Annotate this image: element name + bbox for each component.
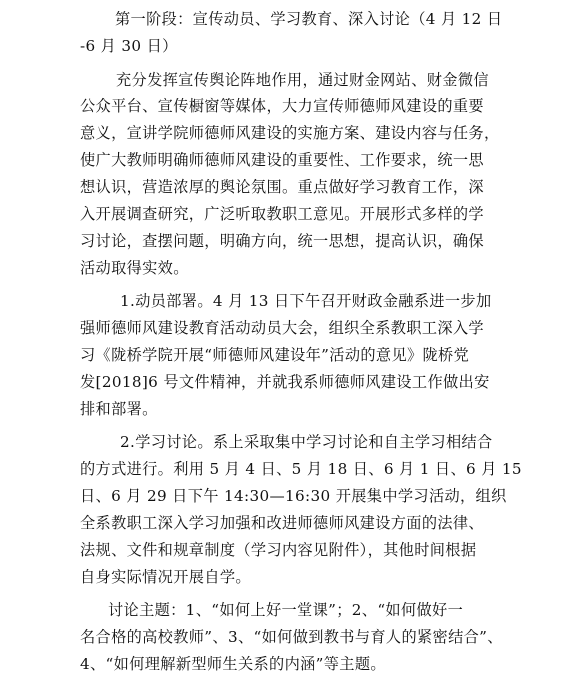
item-2-line: 全系教职工深入学习加强和改进师德师风建设方面的法律、 — [80, 514, 484, 532]
discussion-topics-line: 讨论主题：1、“如何上好一堂课”；2、“如何做好一 — [108, 601, 464, 619]
item-2-line: 2.学习讨论。系上采取集中学习讨论和自主学习相结合 — [120, 433, 493, 451]
section-heading-line-2: -6 月 30 日） — [80, 37, 178, 55]
intro-paragraph-line: 充分发挥宣传舆论阵地作用，通过财金网站、财金微信 — [116, 71, 489, 89]
intro-paragraph-line: 公众平台、宣传橱窗等媒体，大力宣传师德师风建设的重要 — [80, 97, 484, 115]
item-2-line: 日、6 月 29 日下午 14:30—16:30 开展集中学习活动，组织 — [80, 487, 507, 505]
discussion-topics-line: 名合格的高校教师”、3、“如何做到教书与育人的紧密结合”、 — [80, 628, 503, 646]
item-1-line: 强师德师风建设教育活动动员大会，组织全系教职工深入学 — [80, 319, 484, 337]
item-2-line: 的方式进行。利用 5 月 4 日、5 月 18 日、6 月 1 日、6 月 15 — [80, 460, 522, 478]
item-2-line: 法规、文件和规章制度（学习内容见附件），其他时间根据 — [80, 541, 477, 559]
item-1-line: 排和部署。 — [80, 400, 158, 418]
discussion-topics-line: 4、“如何理解新型师生关系的内涵”等主题。 — [80, 655, 386, 673]
item-2-line: 自身实际情况开展自学。 — [80, 568, 251, 586]
intro-paragraph-line: 习讨论，查摆问题，明确方向，统一思想，提高认识，确保 — [80, 232, 484, 250]
item-1-line: 1.动员部署。4 月 13 日下午召开财政金融系进一步加 — [120, 292, 492, 310]
item-1-line: 习《陇桥学院开展“师德师风建设年”活动的意见》陇桥党 — [80, 346, 470, 364]
intro-paragraph-line: 使广大教师明确师德师风建设的重要性、工作要求，统一思 — [80, 151, 484, 169]
intro-paragraph-line: 想认识，营造浓厚的舆论氛围。重点做好学习教育工作，深 — [80, 178, 484, 196]
item-1-line: 发[2018]6 号文件精神，并就我系师德师风建设工作做出安 — [80, 373, 490, 391]
section-heading-line-1: 第一阶段：宣传动员、学习教育、深入讨论（4 月 12 日 — [115, 10, 503, 28]
intro-paragraph-line: 意义，宣讲学院师德师风建设的实施方案、建设内容与任务， — [80, 124, 500, 142]
intro-paragraph-line: 入开展调查研究，广泛听取教职工意见。开展形式多样的学 — [80, 205, 484, 223]
intro-paragraph-line: 活动取得实效。 — [80, 259, 189, 277]
